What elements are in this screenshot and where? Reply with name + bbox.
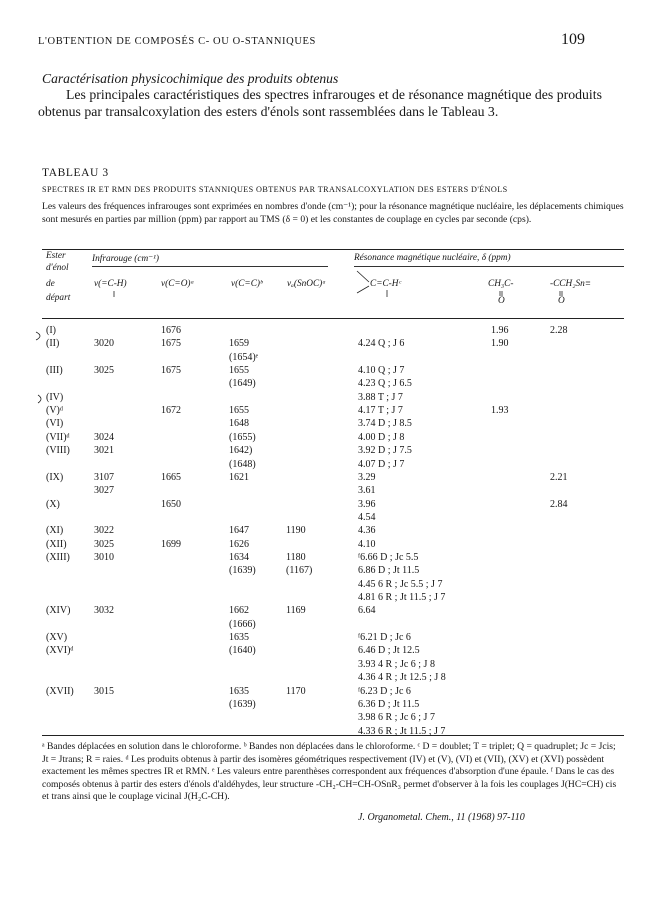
- cell-nmr-cch: 3.88 T ; J 7: [358, 391, 403, 403]
- header-col-cch2: -CCH₂Sn≡: [550, 279, 592, 289]
- cell-ester: (VIII): [46, 445, 70, 457]
- cell-ir-ch: 3025: [94, 538, 114, 550]
- cell-nmr-cch: 3.96: [358, 498, 376, 510]
- header-ester-line4: départ: [46, 293, 71, 303]
- cell-nmr-cch: 4.07 D ; J 7: [358, 458, 405, 470]
- cell-nmr-cch2: 2.21: [550, 471, 568, 483]
- cell-ir-cc: (1648): [229, 458, 256, 470]
- cell-ir-cc: 1648: [229, 418, 249, 430]
- cell-ir-co: 1676: [161, 325, 181, 336]
- table-caption: SPECTRES IR ET RMN DES PRODUITS STANNIQUES OBTENUS PAR TRANSALCOXYLATION DES ESTERS D'ÉNOLS: [42, 185, 508, 194]
- header-col-ch3-oxygen: O: [498, 296, 505, 306]
- cell-ir-cc: (1655): [229, 431, 256, 443]
- cell-nmr-cch: 3.93 4 R ; Jc 6 ; J 8: [358, 658, 435, 670]
- cell-ester: (II): [46, 338, 60, 350]
- cell-ester: (XII): [46, 538, 67, 550]
- cell-ir-ch: 3025: [94, 365, 114, 377]
- table-label: TABLEAU 3: [42, 167, 109, 179]
- header-ester-line3: de: [46, 279, 55, 289]
- cell-nmr-cch2: 2.28: [550, 325, 568, 336]
- running-title: L'OBTENTION DE COMPOSÉS C- OU O-STANNIQUES: [38, 36, 316, 47]
- cell-ir-ch: 3020: [94, 338, 114, 350]
- cell-nmr-cch: 4.24 Q ; J 6: [358, 338, 405, 350]
- cell-ir-snoc: 1190: [286, 525, 306, 537]
- cell-ir-cc: (1640): [229, 645, 256, 657]
- table-footnotes: ᵃ Bandes déplacées en solution dans le chloroforme. ᵇ Bandes non déplacées dans le chloroforme. ᶜ D = doublet; T = triplet; Q = quadruplet; Jc = Jcis; Jt = Jtrans; R = raies. ᵈ Les produits obtenus à partir des isomères géométriques respectivement (IV) et (V), (VI) et (VII), (XV) et (XVI) possèdent exactement les mêmes spectres IR et RMN. ᵉ Les valeurs entre parenthèses correspondent aux fréquences d'absorption d'une épaule. ᶠ Dans le cas des composés obtenus à partir des esters d'énols d'aldéhydes, leur structure -CH₂-CH=CH-OSnR₃ permet d'observer à la fois les couplages J(HC=CH) cis et trans ainsi que le couplage vicinal J(H₂C-CH).: [42, 741, 617, 803]
- cell-ir-cc: (1639): [229, 565, 256, 577]
- cell-ester: (XVI)ᵈ: [46, 645, 74, 657]
- cell-ester: (XVII): [46, 685, 74, 697]
- header-col-ch3: CH₃C-: [488, 279, 514, 289]
- cell-nmr-cch: 6.36 D ; Jt 11.5: [358, 698, 420, 710]
- cell-ir-cc: 1659: [229, 338, 249, 350]
- cell-ir-cc: 1655: [229, 405, 249, 417]
- cell-nmr-cch: 3.61: [358, 485, 376, 497]
- header-ester-line1: Ester: [46, 251, 66, 261]
- cell-nmr-cch: 4.10: [358, 538, 376, 550]
- cell-ester: (XIII): [46, 552, 70, 563]
- cell-ester: (VI): [46, 418, 64, 430]
- header-col-snoc: νₐ(SnOC)ᵃ: [287, 279, 326, 289]
- cell-nmr-cch: 3.74 D ; J 8.5: [358, 418, 412, 430]
- cell-ester: (XI): [46, 525, 64, 537]
- header-col-ch: ν(=C-H): [94, 279, 127, 289]
- cell-ester: (XIV): [46, 605, 71, 617]
- brace-iv-v: [36, 332, 40, 340]
- cell-ester: (XV): [46, 632, 68, 643]
- cell-ester: (X): [46, 498, 60, 510]
- cell-ir-cc: 1635: [229, 632, 249, 643]
- cell-ir-ch: 3024: [94, 431, 114, 443]
- brace-vi-vii: [38, 395, 41, 403]
- cell-nmr-cch: 4.17 T ; J 7: [358, 405, 403, 417]
- cell-ir-co: 1675: [161, 338, 181, 350]
- cell-ir-cc: (1639): [229, 698, 256, 710]
- cell-ester: (IV): [46, 391, 64, 403]
- cell-ester: (VII)ᵈ: [46, 431, 70, 443]
- cell-ir-ch: 3022: [94, 525, 114, 537]
- header-col-cch: C=C-Hᶜ: [370, 279, 401, 289]
- cell-ir-ch: 3027: [94, 485, 114, 497]
- cell-nmr-cch: ᶠ6.21 D ; Jc 6: [358, 632, 411, 643]
- header-ir-group: Infrarouge (cm⁻¹): [92, 254, 159, 264]
- cell-ir-snoc: (1167): [286, 565, 313, 577]
- table-units-note: Les valeurs des fréquences infrarouges sont exprimées en nombres d'onde (cm⁻¹); pour la résonance magnétique nucléaire, les déplacements chimiques sont mesurés en parties par million (ppm) par rapport au TMS (δ = 0) et les constantes de couplage en cycles par seconde (cps).: [42, 201, 624, 225]
- cell-nmr-cch: 4.81 6 R ; Jt 11.5 ; J 7: [358, 592, 446, 603]
- cell-nmr-cch: 3.98 6 R ; Jc 6 ; J 7: [358, 712, 435, 724]
- header-col-cc: ν(C=C)ᵇ: [231, 279, 263, 289]
- cell-nmr-cch: 3.29: [358, 471, 376, 483]
- cell-ir-cc: (1654)ᵉ: [229, 351, 259, 363]
- cell-ir-cc: 1635: [229, 685, 249, 697]
- cell-ir-cc: 1642): [229, 445, 253, 457]
- cell-ir-ch: 3010: [94, 552, 114, 563]
- cell-ir-cc: 1647: [229, 525, 249, 537]
- cell-ir-co: 1699: [161, 538, 181, 550]
- cell-nmr-cch: 4.10 Q ; J 7: [358, 365, 405, 377]
- cell-nmr-cch: 4.36: [358, 525, 376, 537]
- cell-ir-ch: 3021: [94, 445, 114, 457]
- section-title: Caractérisation physicochimique des produits obtenus: [42, 71, 339, 86]
- header-col-co: ν(C=O)ᵃ: [161, 279, 195, 289]
- cell-ir-ch: 3015: [94, 685, 114, 697]
- cell-ir-cc: 1655: [229, 365, 249, 377]
- cell-ir-co: 1675: [161, 365, 181, 377]
- cell-ir-cc: 1621: [229, 471, 249, 483]
- cell-ir-snoc: 1170: [286, 685, 306, 697]
- cell-nmr-cch: 4.00 D ; J 8: [358, 431, 405, 443]
- intro-paragraph: Les principales caractéristiques des spectres infrarouges et de résonance magnétique des produits obtenus par transalcoxylation des esters d'énols sont rassemblées dans le Tableau 3.: [38, 87, 602, 119]
- cell-ir-cc: (1666): [229, 618, 256, 630]
- cell-nmr-cch: 4.36 4 R ; Jt 12.5 ; J 8: [358, 672, 446, 684]
- header-ester-line2: d'énol: [46, 263, 69, 273]
- cell-nmr-cch: 3.92 D ; J 7.5: [358, 445, 412, 457]
- cell-nmr-cch: 4.45 6 R ; Jc 5.5 ; J 7: [358, 578, 443, 590]
- cell-nmr-cch2: 2.84: [550, 498, 568, 510]
- cell-ester: (V)ᵈ: [46, 405, 63, 417]
- cell-nmr-cch: 4.33 6 R ; Jt 11.5 ; J 7: [358, 725, 446, 737]
- header-nmr-group: Résonance magnétique nucléaire, δ (ppm): [354, 253, 511, 263]
- cell-ir-ch: 3107: [94, 471, 114, 483]
- cell-ir-ch: 3032: [94, 605, 114, 617]
- cell-ir-cc: 1662: [229, 605, 249, 617]
- cell-nmr-cch: 4.54: [358, 511, 376, 523]
- page-number: 109: [561, 31, 585, 48]
- cell-nmr-cch: ᶠ6.23 D ; Jc 6: [358, 685, 411, 697]
- cell-nmr-cch: ᶠ6.66 D ; Jc 5.5: [358, 552, 419, 563]
- cell-ester: (III): [46, 365, 63, 377]
- cell-ir-snoc: 1169: [286, 605, 306, 617]
- cell-nmr-ch3: 1.96: [491, 325, 509, 336]
- cell-ir-co: 1665: [161, 471, 181, 483]
- cell-ir-snoc: 1180: [286, 552, 306, 563]
- cell-ir-cc: 1626: [229, 538, 249, 550]
- cell-nmr-ch3: 1.90: [491, 338, 509, 350]
- cell-ester: (I): [46, 325, 56, 336]
- journal-reference: J. Organometal. Chem., 11 (1968) 97-110: [358, 812, 525, 823]
- cell-ir-cc: (1649): [229, 378, 256, 390]
- cell-nmr-cch: 6.86 D ; Jt 11.5: [358, 565, 420, 577]
- cell-nmr-cch: 6.64: [358, 605, 376, 617]
- cell-ester: (IX): [46, 471, 64, 483]
- substituent-bond-lower: [357, 286, 369, 293]
- header-col-cch2-oxygen: O: [558, 296, 565, 306]
- cell-ir-co: 1650: [161, 498, 181, 510]
- cell-nmr-cch: 4.23 Q ; J 6.5: [358, 378, 412, 390]
- substituent-bond-upper: [357, 271, 369, 282]
- cell-nmr-cch: 6.46 D ; Jt 12.5: [358, 645, 420, 657]
- cell-ir-cc: 1634: [229, 552, 249, 563]
- cell-ir-co: 1672: [161, 405, 181, 417]
- cell-nmr-ch3: 1.93: [491, 405, 509, 417]
